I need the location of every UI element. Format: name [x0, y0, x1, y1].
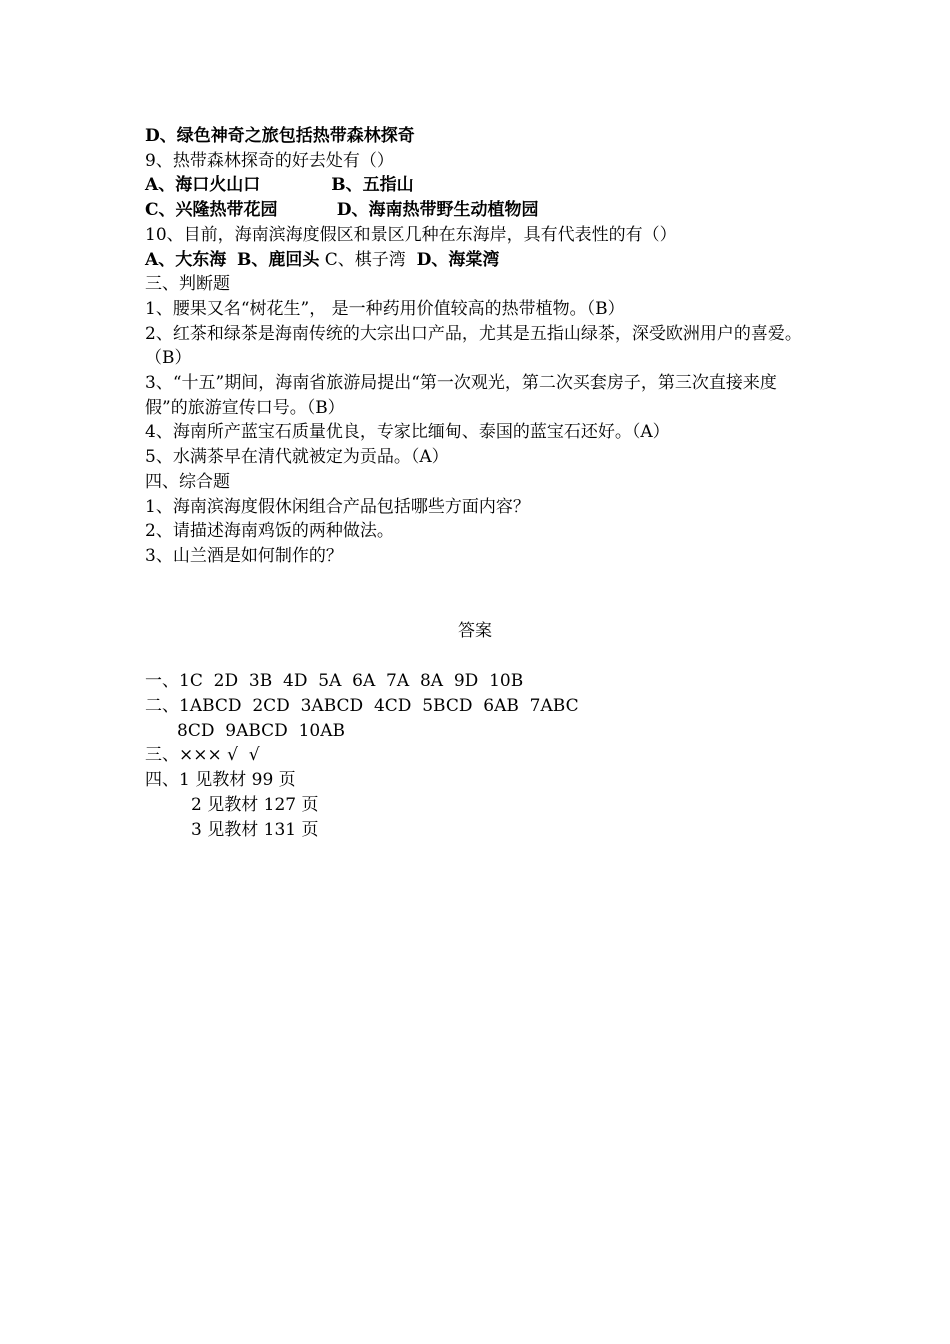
- section3-item: 4、海南所产蓝宝石质量优良，专家比缅甸、泰国的蓝宝石还好。（A）: [145, 422, 670, 443]
- q9-option-a: A、海口火山口: [145, 175, 261, 196]
- q9-options-cd: [145, 198, 830, 223]
- section4-heading: 四、综合题: [145, 471, 230, 492]
- q9-question: 9、热带森林探奇的好去处有（）: [145, 150, 394, 171]
- q8-option-d: D、绿色神奇之旅包括热带森林探奇: [145, 126, 415, 146]
- section3-item: 1、腰果又名“树花生”， 是一种药用价值较高的热带植物。（B）: [145, 298, 625, 319]
- answers-section2: 二、1ABCD 2CD 3ABCD 4CD 5BCD 6AB 7ABC: [145, 696, 579, 717]
- section4-item: 3、山兰酒是如何制作的？: [145, 545, 343, 566]
- q9-option-b: B、五指山: [331, 175, 414, 196]
- q10-question: 10、目前，海南滨海度假区和景区几种在东海岸，具有代表性的有（）: [145, 224, 677, 245]
- q9-option-d: D、海南热带野生动植物园: [336, 200, 539, 221]
- answers-section1: 一、1C 2D 3B 4D 5A 6A 7A 8A 9D 10B: [145, 671, 524, 692]
- answers-section3: 三、××× √ √: [145, 745, 260, 766]
- answers-section4: 四、1 见教材 99 页: [145, 770, 296, 791]
- section3-item: 3、“十五”期间，海南省旅游局提出“第一次观光，第二次买套房子，第三次直接来度假”的旅游宣传口号。（B）: [145, 373, 777, 418]
- q9-option-c: C、兴隆热带花园: [145, 200, 278, 221]
- spacer: [145, 569, 830, 619]
- section3-item: 2、红茶和绿茶是海南传统的大宗出口产品，尤其是五指山绿茶，深受欧洲用户的喜爱。（B）: [145, 323, 802, 369]
- spacer: [145, 643, 830, 669]
- answers-title: 答案: [458, 620, 492, 641]
- section4-item: 2、请描述海南鸡饭的两种做法。: [145, 521, 394, 542]
- q10-option-d: D、海棠湾: [416, 249, 500, 270]
- q10-options: [145, 248, 830, 273]
- section3-item: 5、水满茶早在清代就被定为贡品。（A）: [145, 447, 449, 468]
- answers-section4-cont: 2 见教材 127 页: [191, 794, 319, 815]
- answers-section2-cont: 8CD 9ABCD 10AB: [177, 720, 346, 741]
- section3-heading: 三、判断题: [145, 274, 230, 295]
- q9-options-ab: [145, 173, 830, 198]
- answers-section4-cont: 3 见教材 131 页: [191, 819, 319, 840]
- q10-option-c: C、棋子湾: [324, 249, 406, 270]
- q10-option-b: B、鹿回头: [237, 249, 320, 270]
- q10-option-a: A、大东海: [145, 249, 227, 270]
- section4-item: 1、海南滨海度假休闲组合产品包括哪些方面内容？: [145, 496, 530, 517]
